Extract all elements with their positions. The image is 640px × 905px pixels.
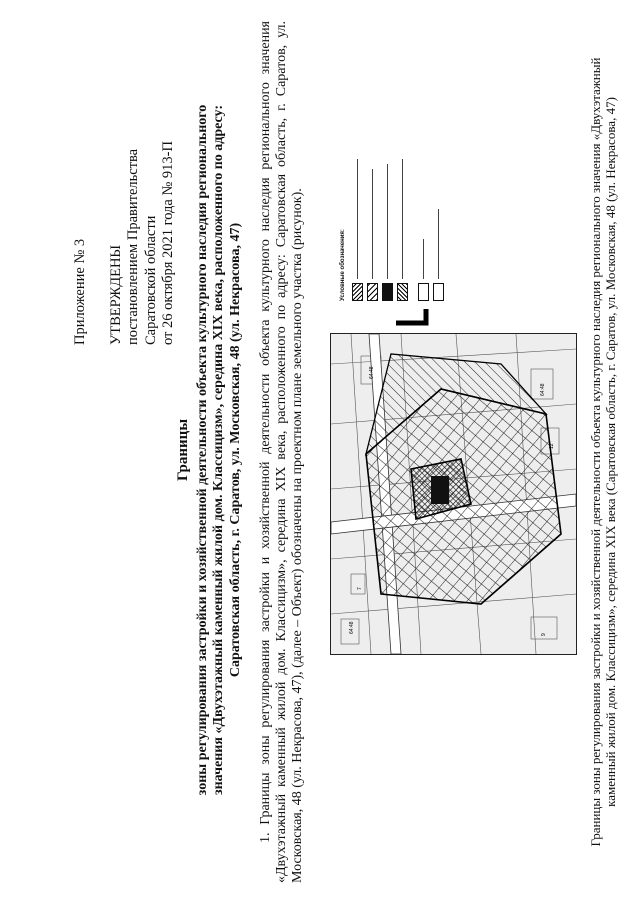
legend-text-4 bbox=[397, 159, 403, 279]
legend-swatch-5 bbox=[418, 283, 429, 301]
legend-item-4 bbox=[397, 137, 408, 301]
svg-text:7: 7 bbox=[357, 587, 363, 590]
appendix-number: Приложение № 3 bbox=[72, 238, 88, 345]
figure bbox=[330, 135, 575, 655]
approval-block bbox=[72, 45, 178, 345]
approval-line-2: Саратовской области bbox=[142, 215, 159, 345]
svg-text:64:48: 64:48 bbox=[540, 383, 546, 396]
legend-swatch-3 bbox=[382, 283, 393, 301]
legend-text-2 bbox=[367, 169, 373, 279]
document-title bbox=[175, 20, 244, 880]
svg-text:64:48: 64:48 bbox=[369, 366, 375, 379]
legend-item-1 bbox=[352, 137, 363, 301]
legend-item-3 bbox=[382, 137, 393, 301]
title-heading: Границы bbox=[175, 418, 191, 482]
approval-line-1: постановлением Правительства bbox=[125, 148, 141, 345]
legend-text-6 bbox=[433, 209, 439, 279]
map-legend bbox=[340, 137, 570, 327]
title-line-1: зоны регулирования застройки и хозяйственной деятельности объекта культурного наследия регионального bbox=[194, 104, 210, 796]
legend-swatch-2 bbox=[367, 283, 378, 301]
legend-item-6 bbox=[433, 137, 444, 301]
title-line-3: Саратовская область, г. Саратов, ул. Московская, 48 (ул. Некрасова, 47) bbox=[227, 222, 243, 678]
legend-text-5 bbox=[418, 239, 424, 279]
body-paragraph: 1. Границы зоны регулирования застройки и хозяйственной деятельности объекта культурного наследия регионального значения «Двухэтажный каменный жилой дом. Классицизм», середина XIX века, расположенного по адресу: Саратовская область, г. Саратов, ул. Московская, 48 (ул. Некрасова, 47), (далее – Объект) обозначены на проектном плане земельного участка (рисунок). bbox=[258, 21, 305, 883]
approved-label: УТВЕРЖДЕНЫ bbox=[107, 244, 124, 345]
caption-line-2: каменный жилой дом. Классицизм», середина XIX века (Саратовская область, г. Саратов, ул. Московская, 48 (ул. Некрасова, 47) bbox=[603, 97, 618, 807]
svg-text:64:48: 64:48 bbox=[349, 621, 355, 634]
legend-item-2 bbox=[367, 137, 378, 301]
approval-line-3: от 26 октября 2021 года № 913-П bbox=[160, 141, 176, 345]
north-arrow-icon bbox=[392, 307, 430, 327]
legend-swatch-4 bbox=[397, 283, 408, 301]
legend-swatch-6 bbox=[433, 283, 444, 301]
figure-caption bbox=[588, 21, 618, 883]
legend-title: Условные обозначения: bbox=[340, 229, 346, 301]
legend-swatch-1 bbox=[352, 283, 363, 301]
legend-text-1 bbox=[352, 159, 358, 279]
caption-line-1: Границы зоны регулирования застройки и хозяйственной деятельности объекта культурного наследия регионального значения «Двухэтажный bbox=[588, 57, 603, 847]
svg-text:12: 12 bbox=[549, 443, 555, 449]
title-line-2: значения «Двухэтажный каменный жилой дом. Классицизм», середина XIX века, расположенного по адресу: bbox=[211, 104, 226, 796]
zone-map-image bbox=[330, 333, 577, 655]
legend-item-5 bbox=[418, 137, 429, 301]
svg-text:9: 9 bbox=[541, 633, 547, 636]
legend-text-3 bbox=[382, 164, 388, 279]
